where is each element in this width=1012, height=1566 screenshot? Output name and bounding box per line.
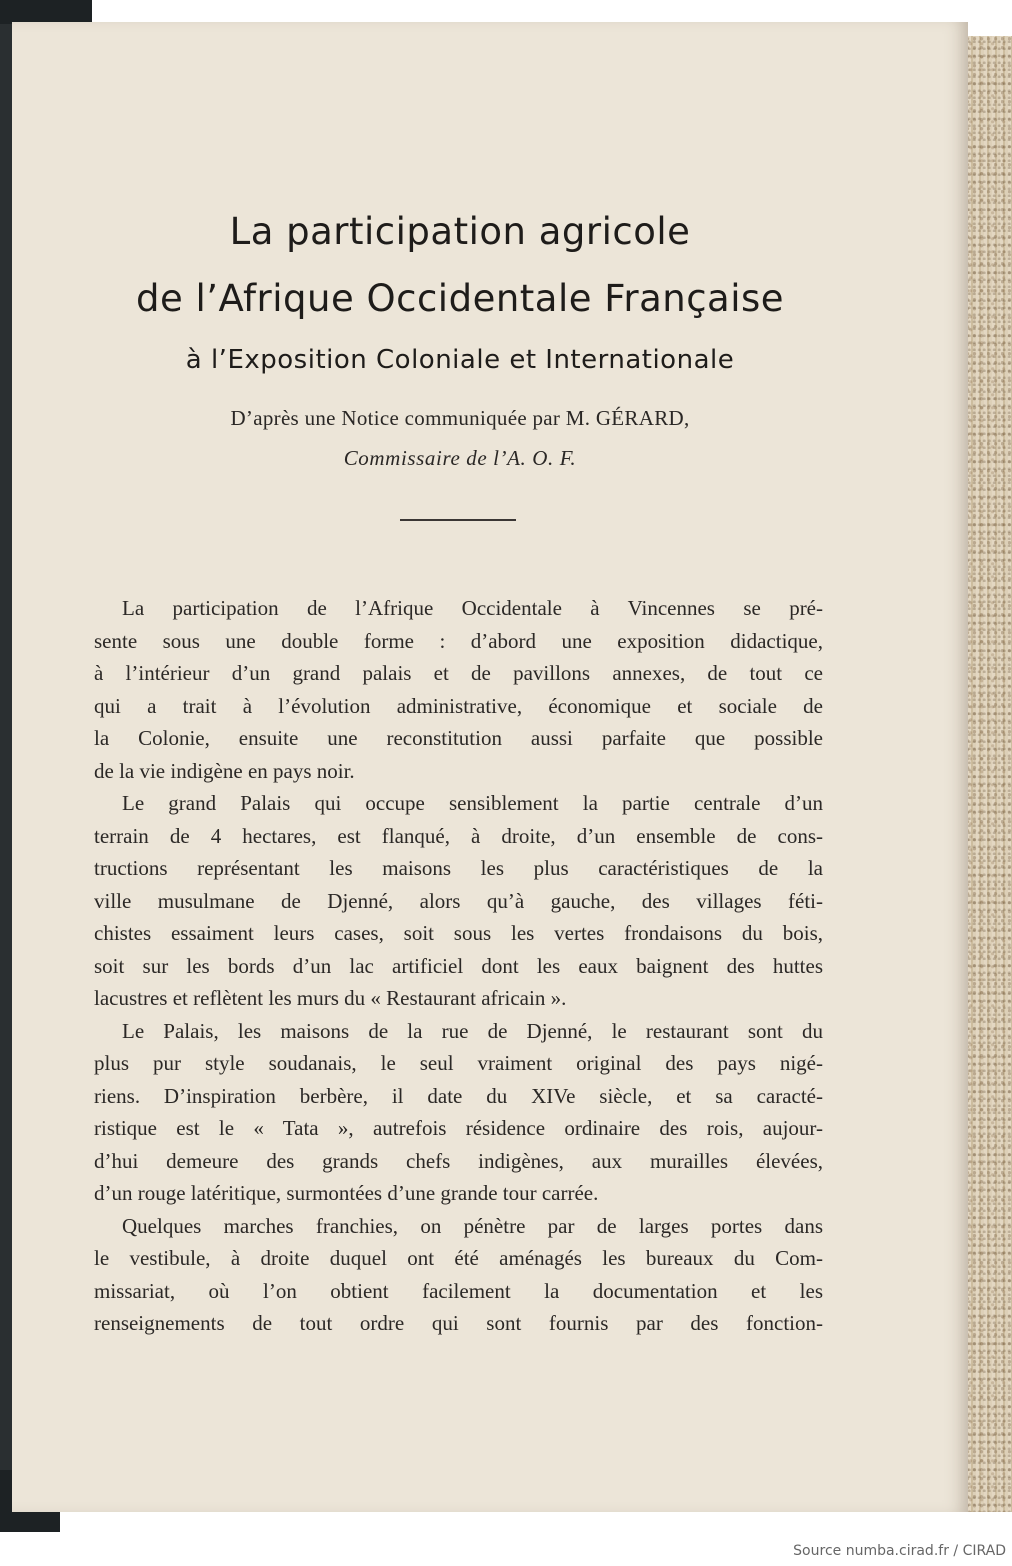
text-line: d’un rouge latéritique, surmontées d’une grande tour carrée. xyxy=(94,1181,599,1205)
paragraph xyxy=(94,1210,823,1340)
text-line: plus pur style soudanais, le seul vraiment original des pays nigé- xyxy=(94,1051,823,1075)
paragraph xyxy=(94,1015,823,1210)
byline-author: D’après une Notice communiquée par M. GÉRARD, xyxy=(230,406,690,430)
title-line-2: de l’Afrique Occidentale Française xyxy=(135,277,785,320)
text-line: Le grand Palais qui occupe sensiblement la partie centrale d’un xyxy=(122,791,823,815)
text-line: la Colonie, ensuite une reconstitution aussi parfaite que possible xyxy=(94,726,823,750)
text-line: soit sur les bords d’un lac artificiel dont les eaux baignent des huttes xyxy=(94,953,823,978)
byline-role: Commissaire de l’A. O. F. xyxy=(343,446,577,470)
text-line: sente sous une double forme : d’abord une exposition didactique, xyxy=(94,628,823,653)
text-line: riens. D’inspiration berbère, il date du XIVe siècle, et sa caracté- xyxy=(94,1083,823,1108)
paragraph xyxy=(94,592,823,787)
text-line: à l’intérieur d’un grand palais et de pavillons annexes, de tout ce xyxy=(94,661,823,685)
text-line: La participation de l’Afrique Occidentale à Vincennes se pré- xyxy=(122,596,823,620)
text-line: chistes essaiment leurs cases, soit sous les vertes frondaisons du bois, xyxy=(94,921,823,945)
text-line: qui a trait à l’évolution administrative, économique et sociale de xyxy=(94,693,823,718)
text-line: tructions représentant les maisons les plus caractéristiques de la xyxy=(94,856,823,880)
text-line: lacustres et reflètent les murs du « Restaurant africain ». xyxy=(94,986,567,1010)
scan-border-top xyxy=(0,0,92,24)
text-line: Le Palais, les maisons de la rue de Djenné, le restaurant sont du xyxy=(122,1018,823,1043)
text-line: ristique est le « Tata », autrefois résidence ordinaire des rois, aujour- xyxy=(94,1116,823,1140)
title-line-1: La participation agricole xyxy=(229,210,691,253)
text-line: de la vie indigène en pays noir. xyxy=(94,758,355,783)
text-line: renseignements de tout ordre qui sont fournis par des fonction- xyxy=(94,1311,823,1335)
source-credit: Source numba.cirad.fr / CIRAD xyxy=(793,1543,1006,1559)
text-line: missariat, où l’on obtient facilement la documentation et les xyxy=(94,1278,823,1303)
article-body xyxy=(94,592,823,1340)
paragraph xyxy=(94,787,823,1015)
section-separator xyxy=(400,519,516,521)
text-line: d’hui demeure des grands chefs indigènes, aux murailles élevées, xyxy=(94,1148,823,1173)
text-line: terrain de 4 hectares, est flanqué, à droite, d’un ensemble de cons- xyxy=(94,823,823,848)
title-line-3: à l’Exposition Coloniale et Internationale xyxy=(185,345,735,375)
text-line: ville musulmane de Djenné, alors qu’à gauche, des villages féti- xyxy=(94,888,823,913)
text-line: le vestibule, à droite duquel ont été aménagés les bureaux du Com- xyxy=(94,1246,823,1270)
text-line: Quelques marches franchies, on pénètre par de larges portes dans xyxy=(122,1213,823,1238)
